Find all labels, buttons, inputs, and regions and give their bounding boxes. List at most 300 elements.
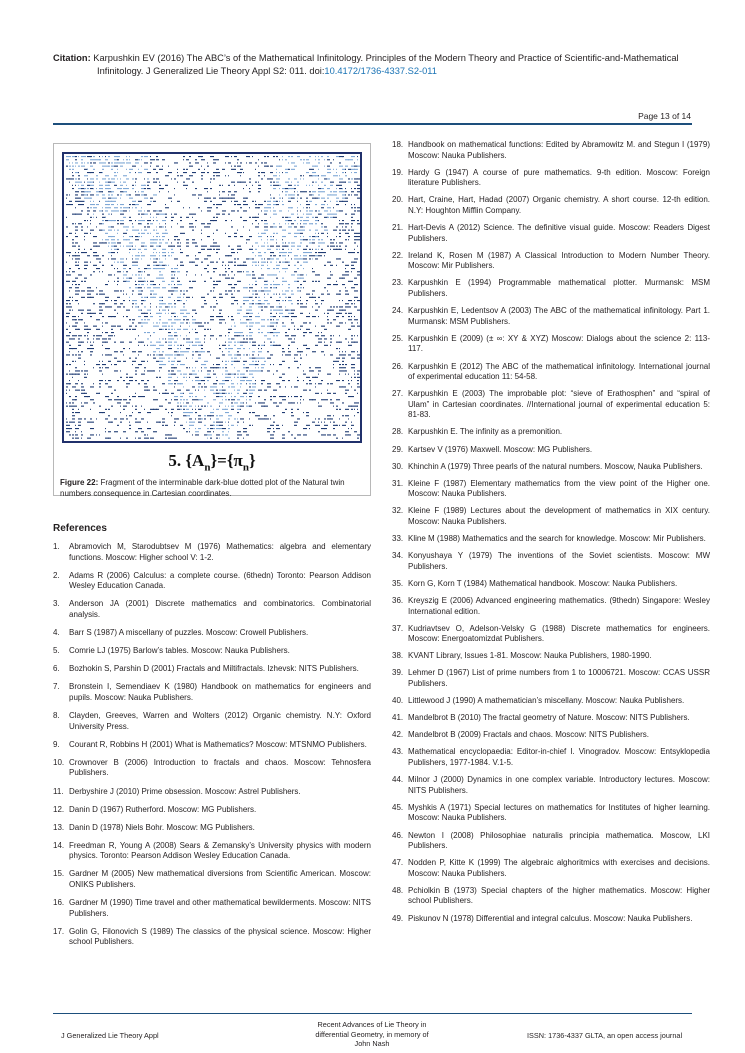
plot-dot <box>129 249 131 250</box>
plot-dot <box>354 370 355 371</box>
plot-dot <box>237 418 238 419</box>
plot-dot <box>273 214 277 215</box>
plot-dot <box>69 252 71 253</box>
plot-dot <box>300 287 302 288</box>
plot-dot <box>351 287 354 288</box>
plot-dot <box>315 425 318 426</box>
plot-dot <box>351 345 352 346</box>
plot-dot <box>294 354 298 355</box>
reference-text: Danin D (1967) Rutherford. Moscow: MG Publishers. <box>69 804 257 814</box>
plot-dot <box>183 329 186 330</box>
plot-dot <box>81 281 83 282</box>
plot-dot <box>138 281 141 282</box>
plot-dot <box>267 230 268 231</box>
plot-dot <box>168 354 171 355</box>
reference-number: 38. <box>392 651 404 661</box>
citation <box>53 52 693 77</box>
plot-dot <box>75 201 78 202</box>
plot-dot <box>186 246 189 247</box>
plot-dot <box>225 396 226 397</box>
plot-dot <box>132 262 135 263</box>
plot-dot <box>156 236 158 237</box>
plot-dot <box>261 358 265 359</box>
plot-dot <box>210 338 211 339</box>
plot-dot <box>261 287 262 288</box>
plot-dot <box>153 194 157 195</box>
plot-dot <box>345 265 349 266</box>
header-rule <box>53 123 692 125</box>
plot-dot <box>213 409 214 410</box>
plot-dot <box>123 380 125 381</box>
plot-dot <box>165 175 168 176</box>
plot-dot <box>195 313 197 314</box>
plot-dot <box>276 268 279 269</box>
plot-dot <box>267 249 271 250</box>
plot-dot <box>351 281 353 282</box>
plot-dot <box>168 338 171 339</box>
plot-dot <box>192 345 195 346</box>
plot-dot <box>168 402 171 403</box>
plot-dot <box>165 214 167 215</box>
plot-dot <box>351 188 352 189</box>
plot-dot <box>69 204 73 205</box>
plot-dot <box>249 313 253 314</box>
plot-dot <box>99 262 101 263</box>
plot-dot <box>273 210 276 211</box>
plot-dot <box>240 402 243 403</box>
plot-dot <box>132 361 136 362</box>
plot-dot <box>357 207 360 208</box>
plot-dot <box>69 162 70 163</box>
plot-dot <box>75 214 78 215</box>
plot-dot <box>138 294 142 295</box>
reference-number: 43. <box>392 747 404 757</box>
plot-dot <box>336 316 339 317</box>
plot-dot <box>351 367 355 368</box>
plot-dot <box>351 316 352 317</box>
plot-dot <box>348 182 351 183</box>
reference-text: Bozhokin S, Parshin D (2001) Fractals and Miltifractals. Izhevsk: NITS Publishers. <box>69 664 359 674</box>
plot-dot <box>201 175 203 176</box>
plot-dot <box>114 370 118 371</box>
plot-dot <box>219 185 221 186</box>
plot-dot <box>165 390 167 391</box>
plot-dot <box>294 191 295 192</box>
plot-dot <box>345 322 346 323</box>
plot-dot <box>135 159 138 160</box>
plot-dot <box>174 342 177 343</box>
plot-dot <box>129 342 132 343</box>
plot-dot <box>183 412 186 413</box>
reference-text: Piskunov N (1978) Differential and integral calculus. Moscow: Nauka Publishers. <box>408 913 693 923</box>
plot-dot <box>216 396 219 397</box>
plot-dot <box>87 169 88 170</box>
plot-dot <box>168 374 171 375</box>
plot-dot <box>294 258 297 259</box>
plot-dot <box>303 255 307 256</box>
plot-dot <box>279 210 282 211</box>
plot-dot <box>354 316 355 317</box>
plot-dot <box>258 182 259 183</box>
plot-dot <box>309 207 310 208</box>
plot-dot <box>81 162 83 163</box>
plot-dot <box>240 409 241 410</box>
plot-dot <box>261 380 265 381</box>
plot-dot <box>270 287 272 288</box>
plot-dot <box>153 297 156 298</box>
plot-dot <box>318 418 320 419</box>
plot-dot <box>138 345 139 346</box>
plot-dot <box>216 303 218 304</box>
plot-dot <box>183 156 185 157</box>
plot-dot <box>336 348 338 349</box>
plot-dot <box>72 422 75 423</box>
plot-dot <box>75 396 77 397</box>
plot-dot <box>225 393 227 394</box>
plot-dot <box>279 310 283 311</box>
plot-dot <box>297 233 300 234</box>
plot-dot <box>183 185 186 186</box>
plot-dot <box>174 274 175 275</box>
plot-dot <box>258 236 262 237</box>
plot-dot <box>348 252 351 253</box>
plot-dot <box>306 303 307 304</box>
plot-dot <box>135 358 137 359</box>
plot-dot <box>129 348 130 349</box>
plot-dot <box>357 310 360 311</box>
plot-dot <box>219 204 222 205</box>
plot-dot <box>93 242 97 243</box>
plot-dot <box>354 290 358 291</box>
plot-dot <box>216 159 219 160</box>
plot-dot <box>327 204 328 205</box>
plot-dot <box>102 361 103 362</box>
plot-dot <box>204 367 207 368</box>
plot-dot <box>66 281 70 282</box>
reference-item <box>392 168 710 189</box>
plot-dot <box>117 233 118 234</box>
plot-dot <box>357 358 360 359</box>
plot-dot <box>153 284 156 285</box>
plot-dot <box>87 335 88 336</box>
plot-dot <box>78 246 80 247</box>
plot-dot <box>93 169 95 170</box>
plot-dot <box>294 386 298 387</box>
reference-text: Newton I (2008) Philosophiae naturalis principia mathematica. Moscow, LKI Publishers. <box>408 830 710 851</box>
plot-dot <box>297 230 300 231</box>
plot-dot <box>93 204 95 205</box>
plot-dot <box>72 258 73 259</box>
reference-item <box>53 787 371 798</box>
plot-dot <box>183 364 185 365</box>
plot-dot <box>339 233 341 234</box>
plot-dot <box>357 351 358 352</box>
plot-dot <box>75 156 77 157</box>
plot-dot <box>243 396 244 397</box>
doi-link[interactable]: 10.4172/1736-4337.S2-011 <box>324 65 437 76</box>
plot-dot <box>84 268 87 269</box>
reference-number: 15. <box>53 869 65 879</box>
plot-dot <box>354 249 355 250</box>
plot-dot <box>261 290 264 291</box>
plot-dot <box>153 220 154 221</box>
plot-dot <box>273 281 274 282</box>
figure-caption-text: Fragment of the interminable dark-blue dotted plot of the Natural twin numbers consequence in Cartesian coordinates. <box>60 478 345 498</box>
plot-dot <box>129 172 131 173</box>
plot-dot <box>165 230 167 231</box>
plot-dot <box>69 326 70 327</box>
plot-dot <box>129 194 131 195</box>
plot-dot <box>96 204 99 205</box>
plot-dot <box>177 258 178 259</box>
plot-dot <box>90 194 94 195</box>
plot-dot <box>183 290 185 291</box>
plot-dot <box>144 383 147 384</box>
footer-issue <box>288 1020 456 1049</box>
plot-dot <box>234 204 236 205</box>
plot-dot <box>348 345 351 346</box>
plot-dot <box>159 252 160 253</box>
plot-dot <box>339 364 341 365</box>
plot-dot <box>180 249 181 250</box>
plot-dot <box>201 159 205 160</box>
plot-dot <box>342 156 344 157</box>
plot-dot <box>192 230 194 231</box>
plot-dot <box>342 364 344 365</box>
plot-dot <box>114 185 117 186</box>
plot-dot <box>117 268 118 269</box>
plot-dot <box>333 159 334 160</box>
reference-number: 48. <box>392 885 404 895</box>
plot-dot <box>288 284 290 285</box>
plot-dot <box>186 185 188 186</box>
plot-dot <box>321 233 324 234</box>
plot-dot <box>300 300 301 301</box>
plot-dot <box>288 351 291 352</box>
plot-dot <box>237 335 240 336</box>
plot-dot <box>315 345 318 346</box>
plot-dot <box>231 226 233 227</box>
plot-dot <box>243 393 247 394</box>
plot-dot <box>126 438 128 439</box>
plot-dot <box>72 412 74 413</box>
plot-dot <box>78 290 80 291</box>
plot-dot <box>213 383 217 384</box>
plot-dot <box>321 188 324 189</box>
plot-dot <box>159 223 160 224</box>
reference-text: KVANT Library, Issues 1-81. Moscow: Nauka Publishers, 1980-1990. <box>408 651 652 661</box>
plot-dot <box>234 390 235 391</box>
plot-dot <box>117 306 120 307</box>
plot-dot <box>225 268 226 269</box>
plot-dot <box>249 287 253 288</box>
plot-dot <box>210 418 211 419</box>
plot-dot <box>174 358 176 359</box>
plot-dot <box>87 342 88 343</box>
plot-dot <box>336 326 340 327</box>
plot-dot <box>255 242 258 243</box>
plot-dot <box>231 156 232 157</box>
plot-dot <box>318 342 322 343</box>
plot-dot <box>279 255 281 256</box>
plot-dot <box>123 294 124 295</box>
plot-dot <box>339 210 342 211</box>
plot-dot <box>105 242 107 243</box>
plot-dot <box>168 252 169 253</box>
plot-dot <box>234 342 236 343</box>
plot-dot <box>294 226 297 227</box>
plot-dot <box>354 278 357 279</box>
plot-dot <box>345 268 346 269</box>
plot-dot <box>303 399 304 400</box>
plot-dot <box>111 399 112 400</box>
plot-dot <box>327 178 330 179</box>
plot-dot <box>69 268 71 269</box>
plot-dot <box>228 185 230 186</box>
plot-dot <box>309 156 311 157</box>
plot-dot <box>177 201 180 202</box>
plot-dot <box>69 370 70 371</box>
plot-dot <box>288 255 289 256</box>
plot-dot <box>276 332 280 333</box>
plot-dot <box>291 249 292 250</box>
plot-dot <box>156 399 158 400</box>
plot-dot <box>306 207 308 208</box>
plot-dot <box>291 252 292 253</box>
plot-dot <box>111 252 115 253</box>
plot-dot <box>153 332 155 333</box>
plot-dot <box>270 284 272 285</box>
reference-item <box>392 479 710 500</box>
plot-dot <box>213 162 216 163</box>
plot-dot <box>141 220 145 221</box>
reference-text: Karpushkin E, Ledentsov A (2003) The ABC of the mathematical infinitology. Part 1. Murmansk: MSM Publishers. <box>408 306 710 326</box>
plot-dot <box>114 364 117 365</box>
plot-dot <box>258 306 261 307</box>
plot-dot <box>318 233 319 234</box>
plot-dot <box>150 156 151 157</box>
plot-dot <box>120 220 124 221</box>
plot-dot <box>339 178 342 179</box>
plot-dot <box>342 415 344 416</box>
plot-dot <box>114 207 118 208</box>
plot-dot <box>351 156 355 157</box>
plot-dot <box>165 409 167 410</box>
plot-dot <box>192 310 196 311</box>
plot-dot <box>240 182 243 183</box>
reference-text: Crownover B (2006) Introduction to fractals and chaos. Moscow: Tehnosfera Publishers. <box>69 757 371 778</box>
plot-dot <box>189 166 192 167</box>
plot-dot <box>264 399 266 400</box>
plot-dot <box>120 377 122 378</box>
plot-dot <box>78 185 79 186</box>
plot-dot <box>198 252 201 253</box>
reference-number: 27. <box>392 389 404 399</box>
plot-dot <box>267 246 269 247</box>
reference-number: 7. <box>53 682 60 692</box>
plot-dot <box>285 223 286 224</box>
plot-dot <box>351 364 355 365</box>
plot-dot <box>354 172 357 173</box>
plot-dot <box>261 303 265 304</box>
plot-dot <box>141 310 142 311</box>
plot-dot <box>156 287 160 288</box>
plot-dot <box>216 422 219 423</box>
plot-dot <box>264 233 266 234</box>
reference-number: 12. <box>53 804 65 814</box>
plot-dot <box>288 242 290 243</box>
plot-dot <box>102 364 106 365</box>
plot-dot <box>342 191 345 192</box>
plot-dot <box>111 182 115 183</box>
plot-dot <box>267 303 270 304</box>
plot-dot <box>201 364 204 365</box>
plot-dot <box>225 412 229 413</box>
plot-dot <box>351 377 352 378</box>
plot-dot <box>258 175 260 176</box>
plot-dot <box>141 319 143 320</box>
plot-dot <box>345 364 347 365</box>
plot-dot <box>180 313 184 314</box>
plot-dot <box>129 162 131 163</box>
plot-dot <box>120 194 122 195</box>
plot-dot <box>69 306 72 307</box>
plot-dot <box>228 268 230 269</box>
plot-dot <box>321 191 325 192</box>
plot-dot <box>327 434 331 435</box>
plot-dot <box>303 281 306 282</box>
plot-dot <box>66 274 69 275</box>
plot-dot <box>75 322 78 323</box>
plot-dot <box>288 210 289 211</box>
plot-dot <box>339 166 343 167</box>
plot-dot <box>282 425 283 426</box>
plot-dot <box>81 166 84 167</box>
reference-item <box>392 730 710 741</box>
plot-dot <box>303 214 304 215</box>
plot-dot <box>288 220 292 221</box>
plot-dot <box>237 246 241 247</box>
plot-dot <box>156 233 159 234</box>
plot-dot <box>279 303 280 304</box>
plot-dot <box>105 409 107 410</box>
plot-dot <box>270 438 274 439</box>
reference-text: Barr S (1987) A miscellany of puzzles. Moscow: Crowell Publishers. <box>69 628 309 638</box>
plot-dot <box>117 326 121 327</box>
plot-dot <box>345 271 349 272</box>
plot-dot <box>303 268 304 269</box>
plot-dot <box>303 162 304 163</box>
plot-dot <box>147 345 148 346</box>
plot-dot <box>252 294 254 295</box>
plot-dot <box>246 396 247 397</box>
plot-dot <box>234 262 236 263</box>
plot-dot <box>144 230 147 231</box>
plot-dot <box>339 409 341 410</box>
plot-dot <box>285 271 286 272</box>
plot-dot <box>192 422 195 423</box>
plot-dot <box>108 409 110 410</box>
plot-dot <box>315 255 318 256</box>
plot-dot <box>69 434 71 435</box>
plot-dot <box>336 185 339 186</box>
plot-dot <box>153 345 156 346</box>
plot-dot <box>345 374 346 375</box>
plot-dot <box>243 226 244 227</box>
plot-dot <box>168 361 170 362</box>
plot-dot <box>213 425 215 426</box>
reference-number: 37. <box>392 623 404 633</box>
